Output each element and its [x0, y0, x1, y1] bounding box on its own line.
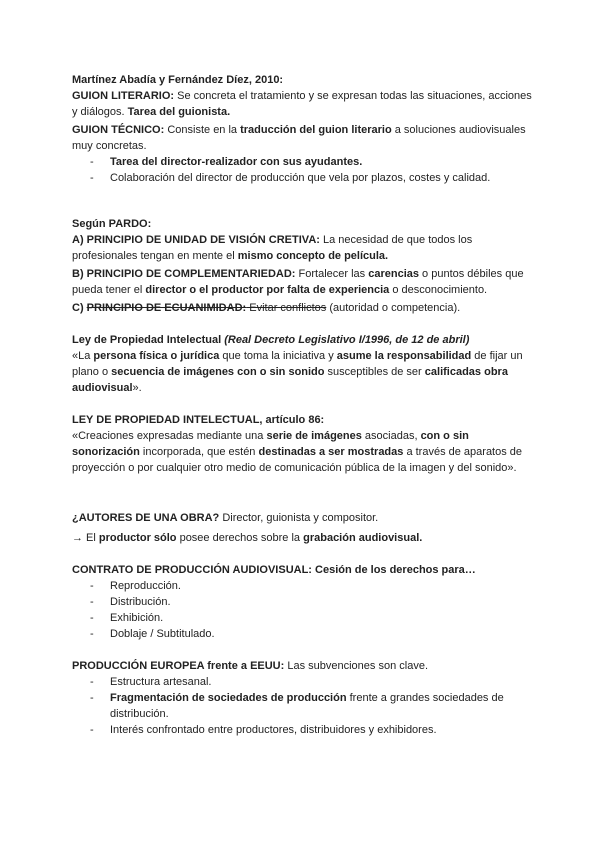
guion-literario-paragraph: GUION LITERARIO: Se concreta el tratamiento y se expresan todas las situaciones, acciones y diálogos. Tarea del guionista.	[72, 90, 532, 118]
productor-derechos-line: → El productor sólo posee derechos sobre la grabación audiovisual.	[72, 532, 423, 544]
produccion-europea-title: PRODUCCIÓN EUROPEA frente a EEUU: Las subvenciones son clave.	[72, 660, 428, 672]
guion-tecnico-paragraph: GUION TÉCNICO: Consiste en la traducción del guion literario a soluciones audiovisuales muy concretas.	[72, 124, 526, 152]
list-item: - Doblaje / Subtitulado.	[72, 626, 532, 642]
guion-tecnico-list	[72, 154, 532, 186]
section-heading: Martínez Abadía y Fernández Díez, 2010:	[72, 74, 284, 86]
principle-a-paragraph: A) PRINCIPIO DE UNIDAD DE VISIÓN CRETIVA: La necesidad de que todos los profesionales tengan en mente el mismo concepto de película.	[72, 234, 473, 262]
list-item: - Colaboración del director de producción que vela por plazos, costes y calidad.	[72, 170, 532, 186]
list-item: - Fragmentación de sociedades de producción frente a grandes sociedades de distribución.	[72, 690, 532, 722]
articulo-86-quote: «Creaciones expresadas mediante una serie de imágenes asociadas, con o sin sonorización incorporada, que estén destinadas a ser mostradas a través de aparatos de proyección o por cualquier otro medio de comunicación pública de la imagen y del sonido».	[72, 430, 523, 474]
contrato-title: CONTRATO DE PRODUCCIÓN AUDIOVISUAL: Cesión de los derechos para…	[72, 564, 476, 576]
list-item: - Interés confrontado entre productores, distribuidores y exhibidores.	[72, 722, 532, 738]
list-item: - Tarea del director-realizador con sus ayudantes.	[72, 154, 532, 170]
ley-propiedad-quote: «La persona física o jurídica que toma la iniciativa y asume la responsabilidad de fijar un plano o secuencia de imágenes con o sin sonido susceptibles de ser calificadas obra audiovisual».	[72, 350, 523, 394]
principle-b-paragraph: B) PRINCIPIO DE COMPLEMENTARIEDAD: Fortalecer las carencias o puntos débiles que pueda tener el director o el productor por falta de experiencia o desconocimiento.	[72, 268, 524, 296]
contrato-list	[72, 578, 532, 642]
autores-question: ¿AUTORES DE UNA OBRA? Director, guionista y compositor.	[72, 512, 379, 524]
list-item: - Distribución.	[72, 594, 532, 610]
articulo-86-title: LEY DE PROPIEDAD INTELECTUAL, artículo 86:	[72, 414, 325, 426]
document-page	[72, 72, 532, 738]
list-item: - Exhibición.	[72, 610, 532, 626]
principle-c-paragraph: C) PRINCIPIO DE ECUANIMIDAD: Evitar conflictos (autoridad o competencia).	[72, 302, 461, 314]
list-item: - Reproducción.	[72, 578, 532, 594]
produccion-europea-list	[72, 674, 532, 738]
section-heading: Según PARDO:	[72, 218, 152, 230]
ley-propiedad-title: Ley de Propiedad Intelectual (Real Decreto Legislativo I/1996, de 12 de abril)	[72, 334, 470, 346]
list-item: - Estructura artesanal.	[72, 674, 532, 690]
